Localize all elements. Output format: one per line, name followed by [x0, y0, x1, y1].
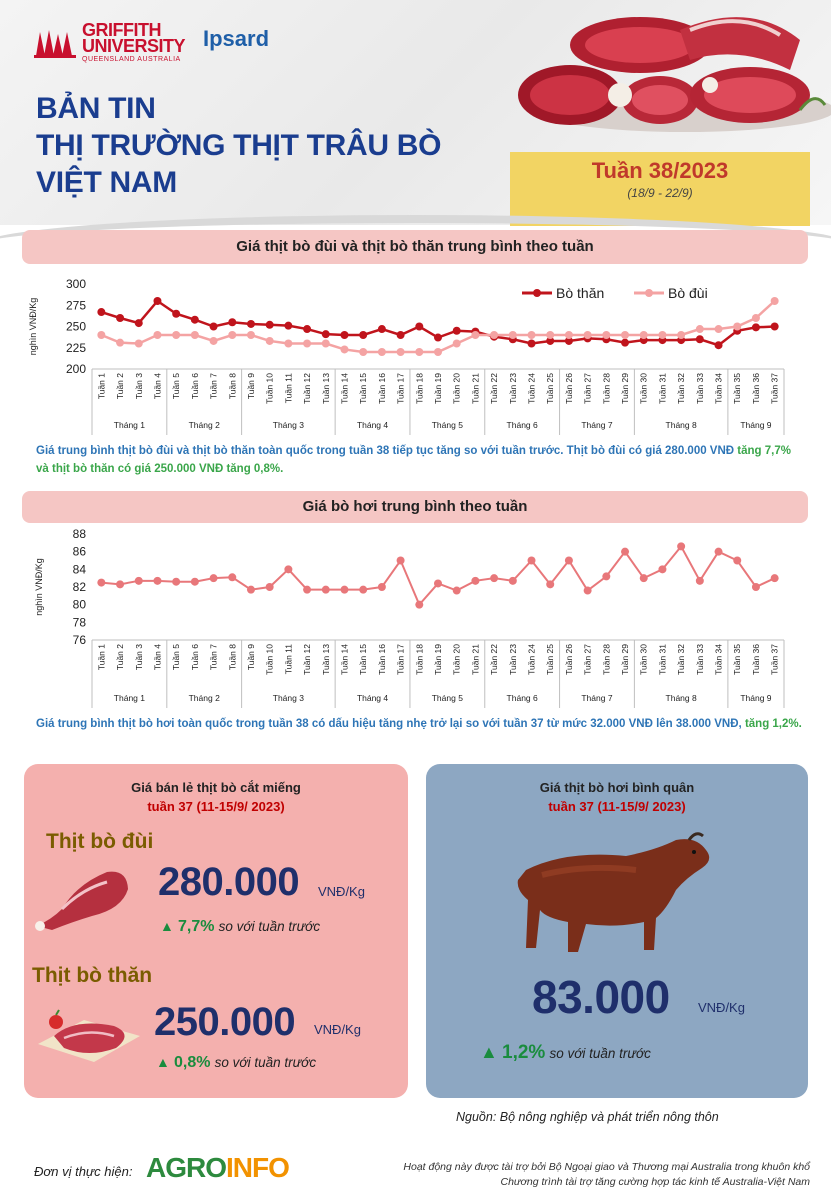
data-point: [378, 583, 386, 591]
month-group-label: Tháng 4: [356, 420, 389, 430]
x-tick-label: Tuần 28: [601, 644, 612, 675]
data-point: [247, 331, 255, 339]
data-point: [97, 579, 105, 587]
month-group-label: Tháng 2: [188, 420, 220, 430]
x-tick-label: Tuần 23: [507, 644, 518, 675]
data-point: [266, 583, 274, 591]
griffith-name-line1: GRIFFITH: [82, 20, 161, 40]
data-point: [415, 601, 423, 609]
up-triangle-icon: ▲: [156, 1054, 170, 1070]
x-tick-label: Tuần 32: [676, 373, 687, 404]
data-point: [397, 557, 405, 565]
x-tick-label: Tuần 19: [433, 644, 443, 675]
data-point: [509, 331, 517, 339]
x-tick-label: Tuần 13: [320, 644, 331, 675]
thigh-beef-change-text: so với tuần trước: [218, 919, 321, 934]
data-point: [303, 325, 311, 333]
data-point: [228, 573, 236, 581]
y-tick-label: 250: [65, 319, 86, 334]
data-point: [771, 574, 779, 582]
tenderloin-price: 250.000: [154, 1000, 296, 1044]
title-line2: THỊ TRƯỜNG THỊT TRÂU BÒ: [36, 129, 442, 162]
data-point: [172, 331, 180, 339]
x-tick-label: Tuần 5: [171, 373, 182, 400]
data-point: [434, 334, 442, 342]
data-point: [210, 574, 218, 582]
y-tick-label: 225: [65, 340, 86, 355]
data-point: [378, 325, 386, 333]
x-tick-label: Tuần 1: [96, 373, 107, 400]
x-tick-label: Tuần 21: [470, 644, 481, 675]
data-point: [696, 335, 704, 343]
x-tick-label: Tuần 9: [245, 373, 256, 400]
data-point: [284, 565, 292, 573]
data-point: [247, 586, 255, 594]
x-tick-label: Tuần 26: [563, 373, 574, 404]
data-point: [153, 297, 161, 305]
x-tick-label: Tuần 4: [152, 373, 163, 400]
x-tick-label: Tuần 27: [582, 644, 593, 675]
section1-title: Giá thịt bò đùi và thịt bò thăn trung bình theo tuần: [22, 230, 808, 264]
x-tick-label: Tuần 10: [264, 373, 275, 404]
live-cattle-change: [480, 1042, 651, 1064]
data-point: [322, 586, 330, 594]
data-point: [453, 587, 461, 595]
live-card-title: Giá thịt bò hơi bình quân: [539, 780, 695, 795]
tenderloin-steak-icon: [34, 996, 144, 1071]
thigh-beef-unit: VNĐ/Kg: [318, 884, 365, 899]
data-point: [621, 548, 629, 556]
month-group-label: Tháng 7: [581, 693, 613, 703]
data-point: [397, 348, 405, 356]
x-tick-label: Tuần 8: [227, 644, 238, 671]
griffith-logo: [34, 22, 185, 63]
griffith-name-line2: UNIVERSITY: [82, 36, 186, 56]
data-point: [284, 340, 292, 348]
x-tick-label: Tuần 21: [470, 373, 481, 404]
live-cattle-price: 83.000: [532, 971, 670, 1023]
month-group-label: Tháng 1: [113, 693, 146, 703]
data-point: [135, 319, 143, 327]
x-tick-label: Tuần 3: [133, 373, 144, 400]
data-point: [584, 587, 592, 595]
tenderloin-change-text: so với tuần trước: [214, 1055, 317, 1070]
data-point: [210, 323, 218, 331]
x-tick-label: Tuần 6: [189, 644, 200, 671]
x-tick-label: Tuần 4: [152, 644, 163, 671]
x-tick-label: Tuần 14: [339, 644, 350, 675]
data-point: [266, 337, 274, 345]
data-point: [340, 331, 348, 339]
data-point: [322, 340, 330, 348]
y-tick-label: 84: [72, 562, 86, 577]
month-group-label: Tháng 2: [188, 693, 220, 703]
data-point: [715, 341, 723, 349]
data-point: [565, 557, 573, 565]
data-point: [733, 557, 741, 565]
x-tick-label: Tuần 37: [769, 644, 780, 675]
retail-card-header: [24, 780, 408, 814]
ipsard-logo: Ipsard: [203, 26, 270, 51]
legend-label: Bò thăn: [556, 285, 605, 301]
data-point: [752, 323, 760, 331]
data-point: [434, 348, 442, 356]
y-tick-label: 300: [65, 277, 86, 291]
data-point: [640, 574, 648, 582]
data-point: [172, 310, 180, 318]
tenderloin-name: Thịt bò thăn: [32, 964, 153, 987]
data-point: [546, 580, 554, 588]
tenderloin-change-pct: 0,8%: [174, 1054, 211, 1071]
griffith-emblem-icon: [34, 28, 76, 58]
x-tick-label: Tuần 32: [676, 644, 687, 675]
data-point: [135, 577, 143, 585]
month-group-label: Tháng 5: [431, 420, 463, 430]
thigh-beef-change-pct: 7,7%: [178, 918, 215, 935]
section2-note-part1: Giá trung bình thịt bò hơi toàn quốc trong tuần 38 có dấu hiệu tăng nhẹ trở lại so với tuần 37 từ mức 32.000 VNĐ lên 38.000 VNĐ,: [36, 718, 742, 730]
data-point: [490, 574, 498, 582]
cow-icon: [506, 830, 726, 960]
data-point: [658, 565, 666, 573]
data-point: [359, 586, 367, 594]
data-point: [528, 557, 536, 565]
legend-marker: [645, 289, 653, 297]
data-point: [266, 321, 274, 329]
month-group-label: Tháng 6: [506, 693, 538, 703]
x-tick-label: Tuần 8: [227, 373, 238, 400]
data-point: [565, 331, 573, 339]
x-tick-label: Tuần 3: [133, 644, 144, 671]
data-point: [359, 348, 367, 356]
y-tick-label: 76: [72, 633, 86, 647]
x-tick-label: Tuần 11: [283, 373, 294, 404]
data-point: [528, 331, 536, 339]
x-tick-label: Tuần 7: [208, 373, 219, 400]
page-title: [36, 90, 441, 201]
data-point: [602, 331, 610, 339]
x-tick-label: Tuần 29: [620, 644, 631, 675]
data-point: [546, 331, 554, 339]
footer-sponsor-line2: Chương trình tài trợ tăng cường hợp tác kinh tế Australia-Việt Nam: [500, 1176, 810, 1188]
x-tick-label: Tuần 18: [414, 373, 425, 404]
data-point: [322, 330, 330, 338]
x-tick-label: Tuần 6: [189, 373, 200, 400]
data-point: [191, 316, 199, 324]
x-tick-label: Tuần 31: [657, 373, 668, 404]
thigh-beef-change: [160, 918, 320, 936]
month-group-label: Tháng 8: [665, 420, 697, 430]
data-point: [453, 340, 461, 348]
data-point: [340, 345, 348, 353]
x-tick-label: Tuần 16: [376, 644, 387, 675]
tenderloin-change: [156, 1054, 316, 1072]
data-point: [359, 331, 367, 339]
x-tick-label: Tuần 10: [264, 644, 275, 675]
x-tick-label: Tuần 13: [320, 373, 331, 404]
month-group-label: Tháng 7: [581, 420, 613, 430]
beef-cut-price-chart: [24, 270, 794, 440]
month-group-label: Tháng 3: [272, 693, 304, 703]
retail-card-title: Giá bán lẻ thịt bò cắt miếng: [131, 780, 301, 795]
x-tick-label: Tuần 14: [339, 373, 350, 404]
data-point: [247, 320, 255, 328]
section2-note: [36, 715, 806, 733]
x-tick-label: Tuần 27: [582, 373, 593, 404]
live-cattle-card: [426, 764, 808, 1098]
y-tick-label: 86: [72, 544, 86, 559]
week-title: Tuần 38/2023: [591, 158, 729, 183]
x-tick-label: Tuần 5: [171, 644, 182, 671]
x-tick-label: Tuần 2: [115, 373, 126, 400]
x-tick-label: Tuần 22: [489, 644, 500, 675]
x-tick-label: Tuần 30: [638, 644, 649, 675]
x-tick-label: Tuần 26: [563, 644, 574, 675]
up-triangle-icon: ▲: [480, 1042, 498, 1062]
y-axis-label: nghìn VNĐ/Kg: [34, 558, 44, 616]
month-group-label: Tháng 8: [665, 693, 697, 703]
section1-note-part1: Giá trung bình thịt bò đùi và thịt bò thăn toàn quốc trong tuần 38 tiếp tục tăng so với tuần trước. Thịt bò đùi có giá 280.000 VNĐ: [36, 445, 735, 457]
x-tick-label: Tuần 36: [750, 373, 761, 404]
x-tick-label: Tuần 7: [208, 644, 219, 671]
data-point: [715, 325, 723, 333]
data-point: [116, 314, 124, 322]
beef-thigh-icon: [32, 864, 132, 934]
retail-price-card: [24, 764, 408, 1098]
data-point: [153, 331, 161, 339]
data-point: [135, 340, 143, 348]
data-point: [471, 577, 479, 585]
month-group-label: Tháng 9: [740, 693, 772, 703]
data-point: [509, 577, 517, 585]
x-tick-label: Tuần 34: [713, 373, 724, 404]
x-tick-label: Tuần 15: [358, 373, 369, 404]
x-tick-label: Tuần 34: [713, 644, 724, 675]
x-tick-label: Tuần 33: [694, 373, 705, 404]
beef-cuts-image: [510, 0, 831, 140]
data-point: [97, 308, 105, 316]
data-point: [677, 542, 685, 550]
week-box: [510, 152, 810, 226]
x-tick-label: Tuần 19: [433, 373, 443, 404]
data-point: [658, 331, 666, 339]
x-tick-label: Tuần 37: [769, 373, 780, 404]
data-point: [771, 297, 779, 305]
x-tick-label: Tuần 24: [526, 373, 537, 404]
source-note: Nguồn: Bộ nông nghiệp và phát triển nông thôn: [456, 1110, 719, 1124]
data-point: [621, 331, 629, 339]
data-point: [621, 339, 629, 347]
month-group-label: Tháng 5: [431, 693, 463, 703]
thigh-beef-name: Thịt bò đùi: [46, 830, 154, 853]
retail-card-week: tuần 37 (11-15/9/ 2023): [147, 799, 285, 814]
live-card-header: [426, 780, 808, 814]
x-tick-label: Tuần 24: [526, 644, 537, 675]
x-tick-label: Tuần 17: [395, 644, 406, 675]
data-point: [715, 548, 723, 556]
x-tick-label: Tuần 18: [414, 644, 425, 675]
data-point: [415, 348, 423, 356]
data-point: [172, 578, 180, 586]
live-cattle-price-chart: [24, 526, 794, 712]
x-tick-label: Tuần 11: [283, 644, 294, 675]
data-point: [528, 340, 536, 348]
x-tick-label: Tuần 17: [395, 373, 406, 404]
y-tick-label: 275: [65, 298, 86, 313]
y-tick-label: 80: [72, 597, 86, 612]
data-point: [415, 323, 423, 331]
data-point: [677, 331, 685, 339]
data-point: [471, 331, 479, 339]
x-tick-label: Tuần 12: [302, 373, 313, 404]
data-point: [602, 572, 610, 580]
data-point: [733, 323, 741, 331]
x-tick-label: Tuần 1: [96, 644, 107, 671]
data-point: [116, 580, 124, 588]
x-tick-label: Tuần 20: [451, 373, 462, 404]
y-tick-label: 78: [72, 615, 86, 630]
x-tick-label: Tuần 25: [545, 644, 556, 675]
x-tick-label: Tuần 28: [601, 373, 612, 404]
x-tick-label: Tuần 29: [620, 373, 631, 404]
x-tick-label: Tuần 35: [732, 644, 743, 675]
data-point: [191, 578, 199, 586]
x-tick-label: Tuần 30: [638, 373, 649, 404]
data-point: [490, 331, 498, 339]
tenderloin-unit: VNĐ/Kg: [314, 1022, 361, 1037]
legend-label: Bò đùi: [668, 285, 708, 301]
data-point: [696, 325, 704, 333]
data-point: [696, 577, 704, 585]
data-point: [640, 331, 648, 339]
section1-note-part2: tăng 7,7% và thịt bò thăn có giá 250.000 VNĐ tăng 0,8%.: [36, 445, 791, 475]
series-line: [101, 301, 774, 352]
data-point: [303, 586, 311, 594]
data-point: [378, 348, 386, 356]
data-point: [434, 579, 442, 587]
live-cattle-change-pct: 1,2%: [502, 1042, 546, 1063]
data-point: [397, 331, 405, 339]
x-tick-label: Tuần 16: [376, 373, 387, 404]
y-tick-label: 82: [72, 580, 86, 594]
data-point: [752, 583, 760, 591]
footer-executor-label: Đơn vị thực hiện:: [34, 1164, 133, 1179]
data-point: [191, 331, 199, 339]
title-line3: VIỆT NAM: [36, 166, 177, 199]
data-point: [303, 340, 311, 348]
x-tick-label: Tuần 22: [489, 373, 500, 404]
data-point: [228, 318, 236, 326]
live-cattle-unit: VNĐ/Kg: [698, 1000, 745, 1015]
griffith-name-line3: QUEENSLAND AUSTRALIA: [82, 56, 181, 63]
up-triangle-icon: ▲: [160, 918, 174, 934]
data-point: [228, 331, 236, 339]
section1-note: [36, 442, 806, 478]
footer-sponsor-note: [340, 1160, 810, 1190]
x-tick-label: Tuần 31: [657, 644, 668, 675]
data-point: [453, 327, 461, 335]
x-tick-label: Tuần 25: [545, 373, 556, 404]
data-point: [284, 322, 292, 330]
live-card-week: tuần 37 (11-15/9/ 2023): [548, 799, 686, 814]
month-group-label: Tháng 3: [272, 420, 304, 430]
month-group-label: Tháng 9: [740, 420, 772, 430]
data-point: [116, 339, 124, 347]
y-axis-label: nghìn VNĐ/Kg: [28, 297, 38, 356]
agroinfo-logo-part1: AGRO: [146, 1152, 226, 1183]
title-line1: BẢN TIN: [36, 92, 156, 125]
x-tick-label: Tuần 15: [358, 644, 369, 675]
month-group-label: Tháng 1: [113, 420, 146, 430]
agroinfo-logo-part2: INFO: [226, 1152, 289, 1183]
data-point: [210, 337, 218, 345]
data-point: [97, 331, 105, 339]
x-tick-label: Tuần 12: [302, 644, 313, 675]
x-tick-label: Tuần 36: [750, 644, 761, 675]
section2-title: Giá bò hơi trung bình theo tuần: [22, 491, 808, 523]
live-cattle-change-text: so với tuần trước: [549, 1046, 651, 1061]
legend-marker: [533, 289, 541, 297]
series-line: [101, 546, 774, 604]
thigh-beef-price: 280.000: [158, 860, 300, 904]
data-point: [584, 331, 592, 339]
data-point: [340, 586, 348, 594]
month-group-label: Tháng 4: [356, 693, 389, 703]
y-tick-label: 200: [65, 362, 86, 376]
y-tick-label: 88: [72, 527, 86, 541]
agroinfo-logo: [146, 1152, 289, 1184]
week-dates: (18/9 - 22/9): [627, 186, 693, 200]
section2-note-part2: tăng 1,2%.: [744, 718, 802, 730]
data-point: [771, 323, 779, 331]
data-point: [153, 577, 161, 585]
data-point: [752, 314, 760, 322]
month-group-label: Tháng 6: [506, 420, 538, 430]
x-tick-label: Tuần 20: [451, 644, 462, 675]
footer-sponsor-line1: Hoạt động này được tài trợ bởi Bộ Ngoại giao và Thương mại Australia trong khuôn khổ: [403, 1161, 810, 1173]
x-tick-label: Tuần 33: [694, 644, 705, 675]
x-tick-label: Tuần 2: [115, 644, 126, 671]
x-tick-label: Tuần 23: [507, 373, 518, 404]
x-tick-label: Tuần 35: [732, 373, 743, 404]
x-tick-label: Tuần 9: [245, 644, 256, 671]
